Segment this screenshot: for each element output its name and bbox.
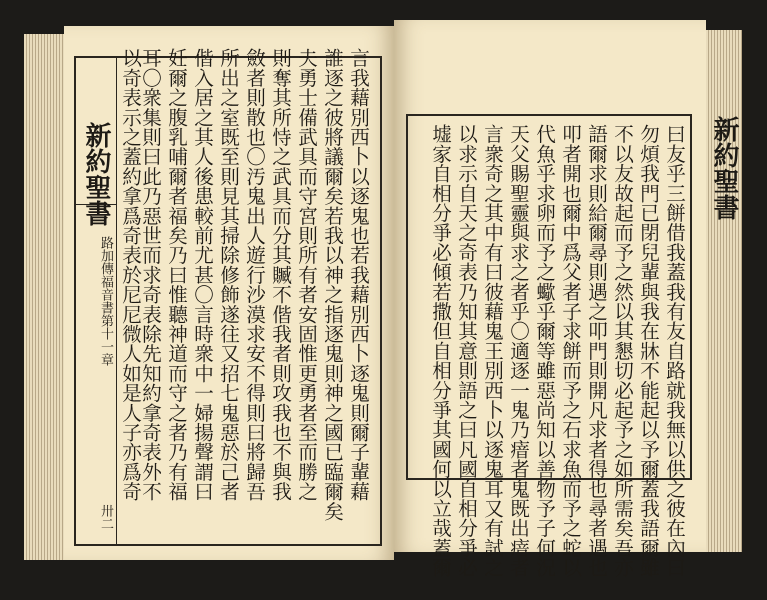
- right-outer-border: [690, 114, 692, 480]
- right-text-column-5: 叩者開也爾中爲父者子求餅而予之石求魚而予之蛇以: [558, 124, 582, 578]
- right-text-column-3: 不以友故起而予之然以其懇切必起予之如所需矣吾亦: [610, 124, 634, 578]
- left-inner-border: [380, 56, 382, 546]
- right-top-border: [406, 114, 692, 116]
- left-text-column-8: 妊爾之腹乳哺爾者福矣乃曰惟聽神道而守之者乃有福: [164, 48, 188, 502]
- right-text-column-2: 勿煩我門已閉兒輩與我在牀不能起以予爾蓋我語爾雖: [636, 124, 660, 578]
- right-text-column-4: 語爾求則給爾尋則遇之叩門則開凡求者得也尋者遇也: [584, 124, 608, 578]
- left-text-column-3: 夫勇士備武具而守宮則所有者安固惟更勇者至而勝之: [294, 48, 318, 502]
- right-page: [394, 20, 739, 578]
- left-page-number: 卅二: [98, 504, 113, 530]
- left-page: [64, 26, 394, 560]
- right-text-column-1: 曰友乎三餅借我蓋我有友自路就我無以供之彼在內曰: [662, 124, 686, 578]
- left-margin-rule: [116, 56, 117, 546]
- left-outer-border: [74, 56, 76, 546]
- right-book-title: 新約聖書: [709, 116, 739, 220]
- left-book-title: 新約聖書: [81, 122, 111, 226]
- left-text-column-5: 斂者則散也〇汚鬼出人遊行沙漠求安不得則曰將歸吾: [242, 48, 266, 502]
- left-text-column-1: 言我藉別西卜以逐鬼也若我藉別西卜逐鬼則爾子輩藉: [346, 48, 370, 502]
- left-text-column-4: 則奪其所恃之武具而分其贓不偕我者則攻我也不與我: [268, 48, 292, 502]
- left-section-title: 路加傳福音書第十一章: [98, 236, 113, 366]
- left-page-stack-edge: [24, 34, 68, 560]
- left-text-column-10: 以奇表示之蓋約拿爲奇表於尼尼微人如是人子亦爲奇: [118, 48, 142, 502]
- left-text-column-2: 誰逐之彼將議爾矣若我以神之指逐鬼則神之國已臨爾矣: [320, 48, 344, 521]
- left-text-column-7: 偕入居之其人後患較前尤甚〇言時衆中一婦揚聲謂曰: [190, 48, 214, 502]
- left-text-column-6: 所出之室既至則見其掃除修飾遂往又招七鬼惡於己者: [216, 48, 240, 502]
- left-bottom-border: [74, 544, 382, 546]
- right-text-column-9: 以求示自天之奇表乃知其意則語之曰凡國自相分爭必: [454, 124, 478, 578]
- right-text-column-6: 代魚乎求卵而予之蠍乎爾等雖惡尚知以善物予子何況: [532, 124, 556, 578]
- right-page-stack-edge: [700, 30, 742, 552]
- right-text-column-8: 言衆奇之其中有曰彼藉鬼王別西卜以逐鬼耳又有試之: [480, 124, 504, 578]
- right-inner-border: [406, 114, 408, 480]
- left-text-column-9: 耳〇衆集則曰此乃惡世而求奇表除先知約拿奇表外不: [138, 48, 162, 502]
- right-text-column-7: 天父賜聖靈與求之者乎〇適逐一鬼乃瘖者鬼既出瘖者: [506, 124, 530, 578]
- right-text-column-10: 墟家自相分爭必傾若撒但自相分爭其國何以立哉蓋爾: [428, 124, 452, 578]
